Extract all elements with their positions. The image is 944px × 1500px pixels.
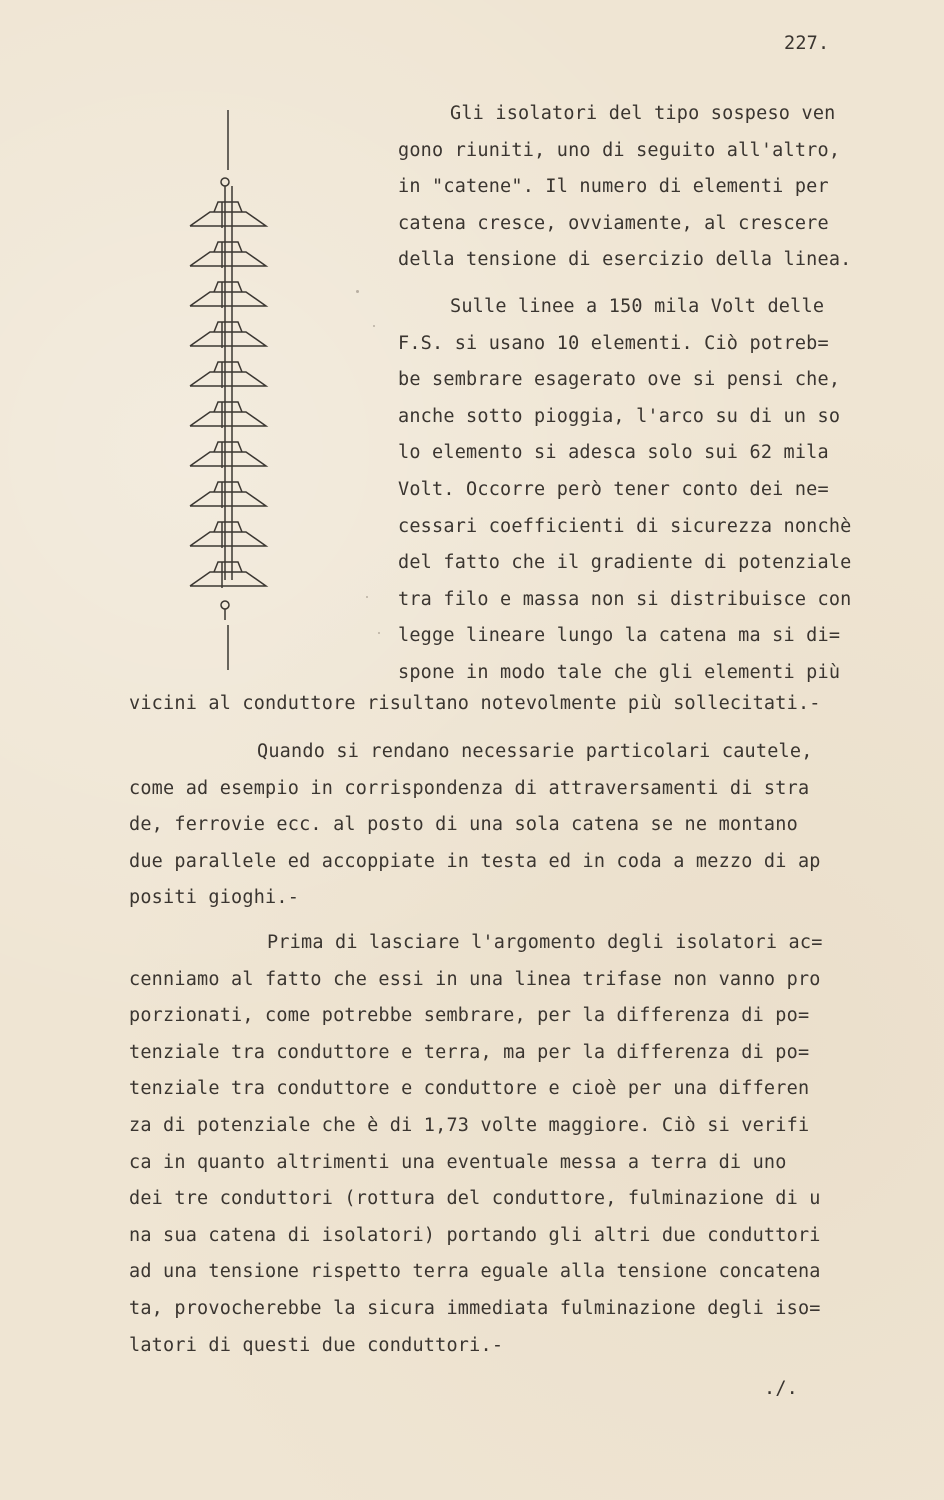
paragraph-4-line: tenziale tra conduttore e conduttore e cioè per una differen [129,1078,810,1100]
paragraph-1-line: della tensione di esercizio della linea. [398,249,852,271]
insulator-cap [214,362,242,372]
paragraph-2-line: anche sotto pioggia, l'arco su di un so [398,405,841,427]
paragraph-4-line: dei tre conduttori (rottura del conduttore, fulminazione di u [129,1188,821,1210]
scan-speck [366,596,368,598]
insulator-cap [214,282,242,292]
insulator-disc [190,332,266,346]
paragraph-2-line: legge lineare lungo la catena ma si di= [398,625,841,647]
paragraph-4-line: ta, provocherebbe la sicura immediata fulminazione degli iso= [129,1297,821,1319]
paragraph-2-line: spone in modo tale che gli elementi più [398,661,841,683]
paragraph-2-line: tra filo e massa non si distribuisce con [398,588,852,610]
paragraph-3-line: Quando si rendano necessarie particolari cautele, [257,741,813,762]
paragraph-4-line: ca in quanto altrimenti una eventuale messa a terra di uno [129,1151,787,1173]
insulator-disc [190,412,266,426]
paragraph-4-line: Prima di lasciare l'argomento degli isolatori ac= [267,932,823,953]
scan-speck [373,325,375,327]
paragraph-3-line: due parallele ed accoppiate in testa ed in coda a mezzo di ap [129,850,821,872]
insulator-disc [190,292,266,306]
paragraph-3 [129,734,919,917]
paragraph-1-line: gono riuniti, uno di seguito all'altro, [398,139,841,161]
insulator-cap [214,242,242,252]
paragraph-2-line: Sulle linee a 150 mila Volt delle [450,295,825,317]
scan-speck [378,632,380,634]
paragraph-2-final-line: vicini al conduttore risultano notevolmente più sollecitati.- [129,693,821,714]
paragraph-3-line: positi gioghi.- [129,887,300,909]
paragraph-1-line: in "catene". Il numero di elementi per [398,176,829,198]
page-number: 227. [784,33,830,54]
paragraph-4-line: latori di questi due conduttori.- [129,1334,504,1356]
paragraph-3-line: come ad esempio in corrispondenza di attraversamenti di stra [129,777,810,799]
paragraph-4-line: za di potenziale che è di 1,73 volte maggiore. Ciò si verifi [129,1114,810,1136]
insulator-cap [214,322,242,332]
paragraph-2-line: Volt. Occorre però tener conto dei ne= [398,478,829,500]
insulator-cap [214,402,242,412]
paragraph-2-line: F.S. si usano 10 elementi. Ciò potreb= [398,332,829,354]
scan-speck [356,290,359,293]
insulator-disc [190,532,266,546]
paragraph-2-full-line [129,686,919,723]
insulator-cap [214,562,242,572]
paragraph-4-line: tenziale tra conduttore e terra, ma per la differenza di po= [129,1041,810,1063]
insulator-disc [190,252,266,266]
insulator-chain-illustration [180,110,280,680]
continuation-mark: ./. [764,1378,799,1399]
paragraph-2-line: del fatto che il gradiente di potenziale [398,552,852,574]
insulator-disc [190,452,266,466]
paragraph-3-line: de, ferrovie ecc. al posto di una sola catena se ne montano [129,814,798,836]
paragraph-1-line: catena cresce, ovviamente, al crescere [398,212,829,234]
paragraph-1-line: Gli isolatori del tipo sospeso ven [450,103,836,124]
insulator-cap [214,522,242,532]
paragraph-2-line: lo elemento si adesca solo sui 62 mila [398,442,829,464]
paragraph-4-line: porzionati, come potrebbe sembrare, per la differenza di po= [129,1005,810,1027]
paragraph-2-line: be sembrare esagerato ove si pensi che, [398,369,841,391]
paragraph-2-line: cessari coefficienti di sicurezza nonchè [398,515,852,537]
paragraph-4-line: ad una tensione rispetto terra eguale alla tensione concatena [129,1261,821,1283]
paragraph-4-line: cenniamo al fatto che essi in una linea trifase non vanno pro [129,968,821,990]
insulator-cap [214,202,242,212]
insulator-disc [190,372,266,386]
paragraph-4 [129,925,919,1364]
insulator-disc [190,572,266,586]
insulator-cap [214,442,242,452]
insulator-cap [214,482,242,492]
paragraph-4-line: na sua catena di isolatori) portando gli altri due conduttori [129,1224,821,1246]
paragraph-1 [398,96,918,692]
insulator-disc [190,212,266,226]
insulator-disc [190,492,266,506]
